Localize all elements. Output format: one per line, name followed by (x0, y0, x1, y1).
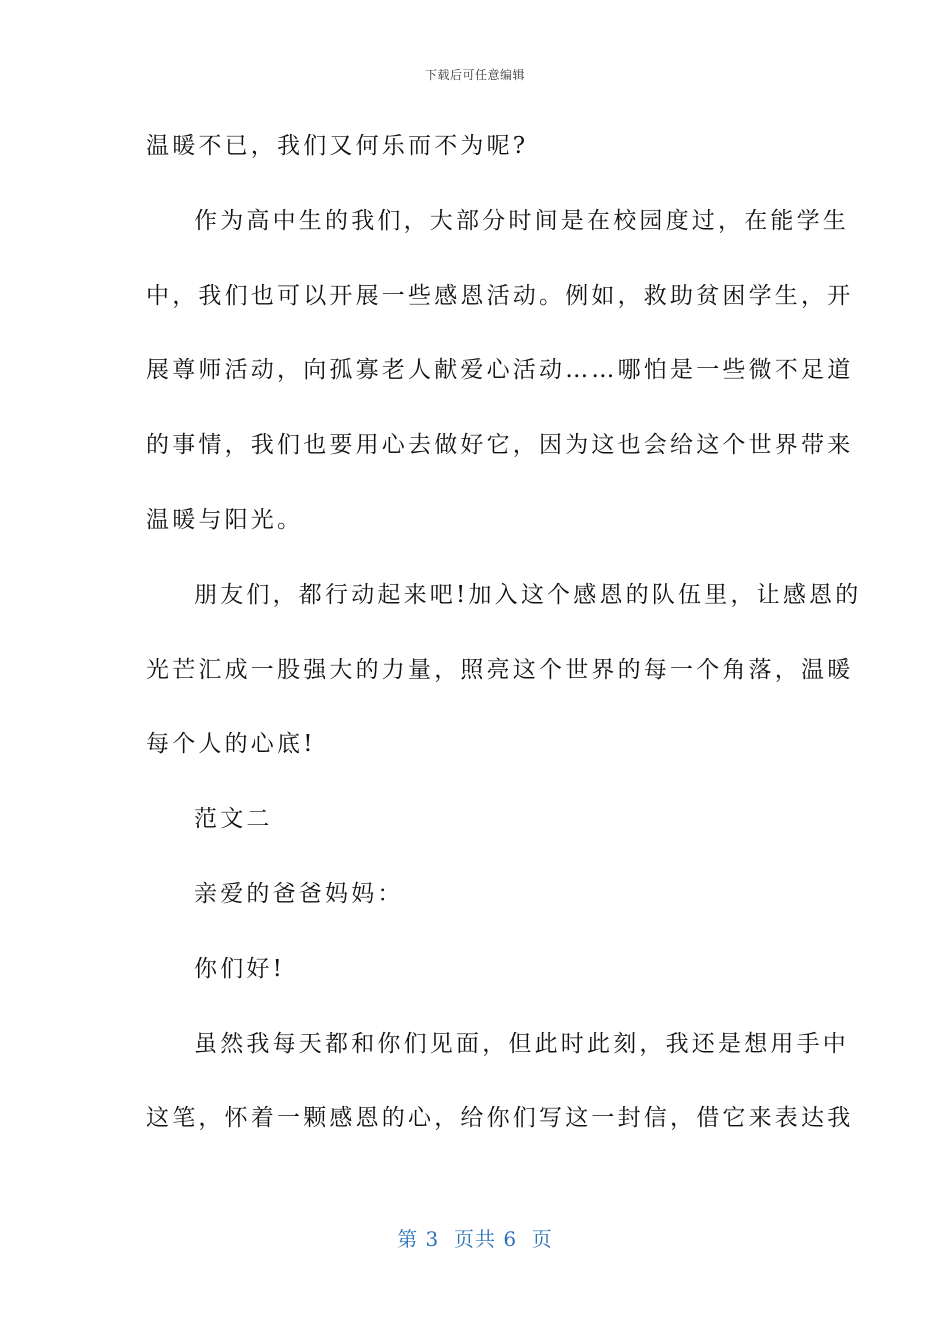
letter-salutation: 亲爱的爸爸妈妈： (194, 880, 404, 907)
section-heading: 范文二 (194, 806, 273, 833)
text-line: 的事情，我们也要用心去做好它，因为这也会给这个世界带来 (146, 432, 854, 459)
text-line: 这笔，怀着一颗感恩的心，给你们写这一封信，借它来表达我 (146, 1105, 854, 1132)
paragraph-start: 作为高中生的我们，大部分时间是在校园度过，在能学生 (194, 207, 849, 234)
page-number: 第 3 页共 6 页 (397, 1227, 553, 1251)
text-line: 温暖与阳光。 (146, 506, 304, 533)
document-body (146, 120, 862, 1167)
paragraph-start: 虽然我每天都和你们见面，但此时此刻，我还是想用手中 (194, 1030, 849, 1057)
text-line: 展尊师活动，向孤寡老人献爱心活动……哪怕是一些微不足道 (146, 357, 854, 384)
text-line: 中，我们也可以开展一些感恩活动。例如，救助贫困学生，开 (146, 282, 854, 309)
letter-greeting: 你们好! (194, 955, 286, 982)
paragraph-start: 朋友们，都行动起来吧!加入这个感恩的队伍里，让感恩的 (194, 581, 862, 608)
header-note: 下载后可任意编辑 (424, 68, 525, 82)
text-line: 温暖不已，我们又何乐而不为呢? (146, 133, 529, 159)
text-line: 光芒汇成一股强大的力量，照亮这个世界的每一个角落，温暖 (146, 656, 854, 683)
text-line: 每个人的心底! (146, 731, 316, 758)
